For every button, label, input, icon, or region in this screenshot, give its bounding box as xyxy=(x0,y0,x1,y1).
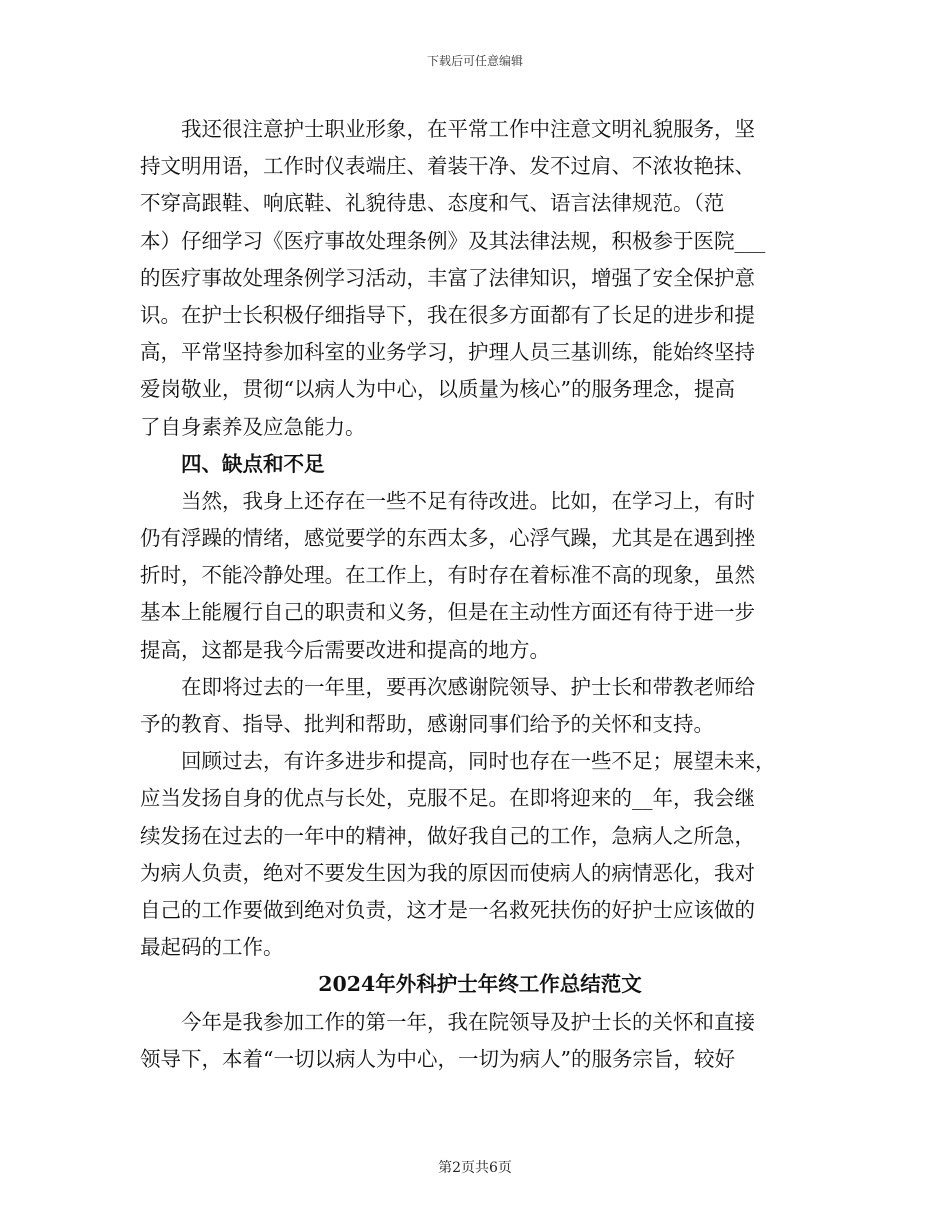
page-footer: 第2页共6页 xyxy=(438,1160,512,1176)
text-line: 提高，这都是我今后需要改进和提高的地方。 xyxy=(140,637,550,662)
text-line: 了自身素养及应急能力。 xyxy=(140,414,366,439)
text-line: 高，平常坚持参加科室的业务学习，护理人员三基训练，能始终坚持 xyxy=(140,340,755,365)
text-line: 爱岗敬业，贯彻“以病人为中心，以质量为核心”的服务理念，提高 xyxy=(140,377,735,402)
text-line: 应当发扬自身的优点与长处，克服不足。在即将迎来的__年，我会继 xyxy=(140,786,755,811)
text-line: 识。在护士长积极仔细指导下，我在很多方面都有了长足的进步和提 xyxy=(140,302,755,327)
document-body xyxy=(140,111,810,1078)
text-line: 最起码的工作。 xyxy=(140,935,284,960)
text-line: 不穿高跟鞋、响底鞋、礼貌待患、态度和气、语言法律规范。（范 xyxy=(140,191,725,216)
text-line: 折时，不能冷静处理。在工作上，有时存在着标准不高的现象，虽然 xyxy=(140,563,755,588)
text-line: 自己的工作要做到绝对负责，这才是一名救死扶伤的好护士应该做的 xyxy=(140,897,755,922)
text-line: 的医疗事故处理条例学习活动，丰富了法律知识，增强了安全保护意 xyxy=(140,265,755,290)
page-header: 下载后可任意编辑 xyxy=(426,54,523,68)
text-line: 我还很注意护士职业形象，在平常工作中注意文明礼貌服务，坚 xyxy=(181,117,755,141)
text-line: 持文明用语，工作时仪表端庄、着装干净、发不过肩、不浓妆艳抹、 xyxy=(140,154,755,179)
text-line: 仍有浮躁的情绪，感觉要学的东西太多，心浮气躁，尤其是在遇到挫 xyxy=(140,526,755,551)
text-line: 当然，我身上还存在一些不足有待改进。比如，在学习上，有时 xyxy=(181,488,755,513)
text-line: 回顾过去，有许多进步和提高，同时也存在一些不足；展望未来， xyxy=(181,749,776,774)
text-line: 本）仔细学习《医疗事故处理条例》及其法律法规，积极参于医院___ xyxy=(140,228,766,253)
text-line: 领导下，本着“一切以病人为中心，一切为病人”的服务宗旨，较好 xyxy=(140,1046,735,1071)
document-title: 2024年外科护士年终工作总结范文 xyxy=(318,972,642,997)
text-line: 今年是我参加工作的第一年，我在院领导及护士长的关怀和直接 xyxy=(181,1009,755,1034)
text-line: 基本上能履行自己的职责和义务，但是在主动性方面还有待于进一步 xyxy=(140,600,755,625)
text-line: 为病人负责，绝对不要发生因为我的原因而使病人的病情恶化，我对 xyxy=(140,860,755,885)
section-heading: 四、缺点和不足 xyxy=(181,451,325,476)
text-line: 予的教育、指导、批判和帮助，感谢同事们给予的关怀和支持。 xyxy=(140,712,714,736)
text-line: 续发扬在过去的一年中的精神，做好我自己的工作，急病人之所急， xyxy=(140,823,755,848)
text-line: 在即将过去的一年里，要再次感谢院领导、护士长和带教老师给 xyxy=(181,674,755,699)
